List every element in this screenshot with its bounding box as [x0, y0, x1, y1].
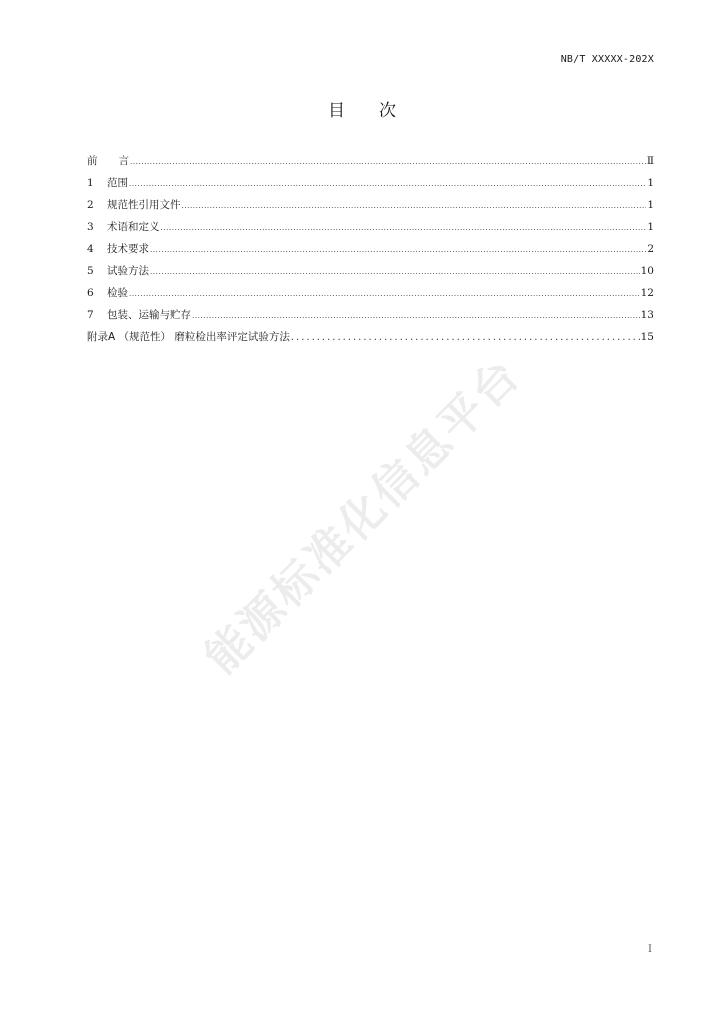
toc-leader — [129, 283, 640, 304]
toc-leader — [150, 239, 646, 260]
toc-leader — [291, 327, 640, 348]
toc-number: 4 — [87, 243, 94, 255]
toc-leader — [182, 195, 647, 216]
toc-page: 15 — [640, 331, 654, 343]
document-code: NB/T XXXXX-202X — [560, 54, 654, 65]
toc-page: 12 — [640, 287, 654, 299]
toc-label: 试验方法 — [107, 265, 149, 277]
toc-page: 2 — [647, 243, 654, 255]
toc-page: 1 — [647, 221, 654, 233]
table-of-contents — [87, 150, 654, 348]
toc-leader — [192, 305, 640, 326]
toc-entry-3[interactable] — [87, 216, 654, 238]
page-number: I — [648, 944, 652, 955]
toc-number: 5 — [87, 265, 94, 277]
toc-number: 6 — [87, 287, 94, 299]
toc-page: 13 — [640, 309, 654, 321]
page-title — [0, 96, 724, 121]
toc-entry-1[interactable] — [87, 172, 654, 194]
toc-page: Ⅱ — [646, 155, 654, 167]
title-char-2: 次 — [379, 101, 396, 121]
toc-label: 前 言 — [87, 155, 129, 167]
toc-page: 1 — [647, 199, 654, 211]
toc-label: 检验 — [107, 287, 128, 299]
toc-leader — [161, 217, 647, 238]
toc-entry-6[interactable] — [87, 282, 654, 304]
toc-number: 3 — [87, 221, 94, 233]
toc-entry-5[interactable] — [87, 260, 654, 282]
toc-label: 附录A （规范性） 磨粒检出率评定试验方法 — [87, 331, 290, 343]
toc-page: 1 — [647, 177, 654, 189]
toc-entry-foreword[interactable] — [87, 150, 654, 172]
toc-entry-4[interactable] — [87, 238, 654, 260]
toc-entry-annex-a[interactable] — [87, 326, 654, 348]
toc-page: 10 — [640, 265, 654, 277]
toc-leader — [130, 151, 646, 172]
toc-leader — [150, 261, 640, 282]
toc-label: 规范性引用文件 — [107, 199, 181, 211]
toc-label: 术语和定义 — [107, 221, 160, 233]
toc-number: 2 — [87, 199, 94, 211]
toc-number: 1 — [87, 177, 94, 189]
toc-leader — [129, 173, 646, 194]
title-char-1: 目 — [328, 101, 345, 121]
toc-entry-7[interactable] — [87, 304, 654, 326]
toc-number: 7 — [87, 309, 94, 321]
toc-label: 技术要求 — [107, 243, 149, 255]
toc-label: 范围 — [107, 177, 128, 189]
watermark: 能源标准化信息平台 — [195, 348, 531, 684]
toc-entry-2[interactable] — [87, 194, 654, 216]
toc-label: 包装、运输与贮存 — [107, 309, 191, 321]
